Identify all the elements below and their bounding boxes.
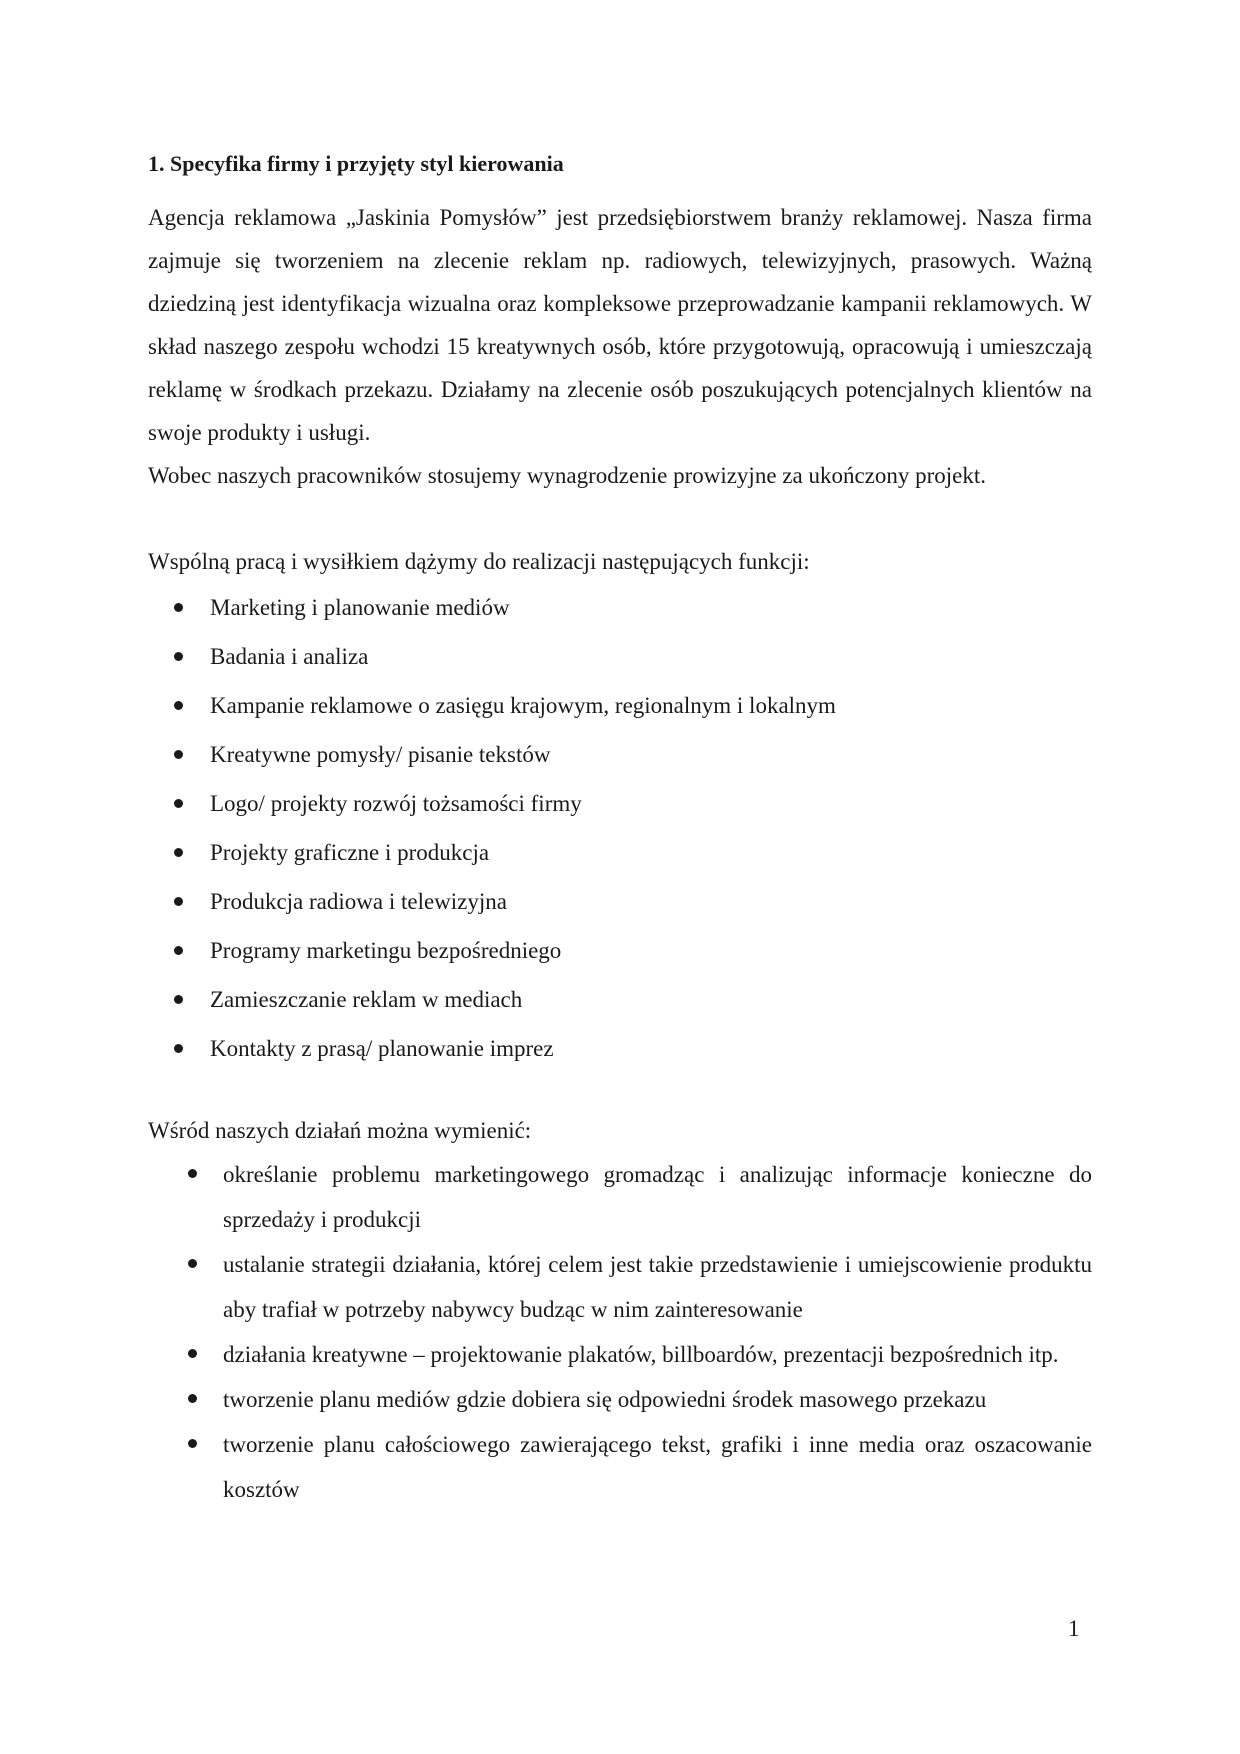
list-item: Projekty graficzne i produkcja [148, 828, 1092, 877]
bullet-icon [174, 897, 183, 906]
list-item: Logo/ projekty rozwój tożsamości firmy [148, 779, 1092, 828]
list-item: Kreatywne pomysły/ pisanie tekstów [148, 730, 1092, 779]
bullet-icon [188, 1439, 197, 1448]
bullet-icon [188, 1259, 197, 1268]
activities-list [148, 1152, 1092, 1512]
functions-intro: Wspólną pracą i wysiłkiem dążymy do realizacji następujących funkcji: [148, 549, 810, 574]
page-number: 1 [1068, 1616, 1080, 1641]
list-item: Marketing i planowanie mediów [148, 583, 1092, 632]
list-item: Kampanie reklamowe o zasięgu krajowym, regionalnym i lokalnym [148, 681, 1092, 730]
list-item: określanie problemu marketingowego gromadząc i analizując informacje konieczne do sprzedaży i produkcji [148, 1152, 1092, 1242]
functions-list [148, 583, 1092, 1073]
salary-line: Wobec naszych pracowników stosujemy wynagrodzenie prowizyjne za ukończony projekt. [148, 463, 987, 488]
bullet-icon [188, 1394, 197, 1403]
bullet-icon [174, 848, 183, 857]
list-item: działania kreatywne – projektowanie plakatów, billboardów, prezentacji bezpośrednich itp. [148, 1332, 1092, 1377]
bullet-icon [174, 750, 183, 759]
bullet-icon [174, 652, 183, 661]
bullet-icon [174, 946, 183, 955]
bullet-icon [174, 603, 183, 612]
bullet-icon [174, 701, 183, 710]
bullet-icon [174, 995, 183, 1004]
list-item: Zamieszczanie reklam w mediach [148, 975, 1092, 1024]
bullet-icon [188, 1349, 197, 1358]
list-item: tworzenie planu mediów gdzie dobiera się odpowiedni środek masowego przekazu [148, 1377, 1092, 1422]
section-heading: 1. Specyfika firmy i przyjęty styl kierowania [148, 151, 564, 176]
bullet-icon [174, 1044, 183, 1053]
intro-paragraph: Agencja reklamowa „Jaskinia Pomysłów” jest przedsiębiorstwem branży reklamowej. Nasza firma zajmuje się tworzeniem na zlecenie reklam np. radiowych, telewizyjnych, prasowych. Ważną dziedziną jest identyfikacja wizualna oraz kompleksowe przeprowadzanie kampanii reklamowych. W skład naszego zespołu wchodzi 15 kreatywnych osób, które przygotowują, opracowują i umieszczają reklamę w środkach przekazu. Działamy na zlecenie osób poszukujących potencjalnych klientów na swoje produkty i usługi. [148, 205, 1092, 445]
document-page [148, 140, 1092, 1512]
activities-intro: Wśród naszych działań można wymienić: [148, 1118, 532, 1143]
list-item: Programy marketingu bezpośredniego [148, 926, 1092, 975]
list-item: Badania i analiza [148, 632, 1092, 681]
list-item: ustalanie strategii działania, której celem jest takie przedstawienie i umiejscowienie produktu aby trafiał w potrzeby nabywcy budząc w nim zainteresowanie [148, 1242, 1092, 1332]
bullet-icon [188, 1169, 197, 1178]
list-item: Produkcja radiowa i telewizyjna [148, 877, 1092, 926]
list-item: tworzenie planu całościowego zawierającego tekst, grafiki i inne media oraz oszacowanie kosztów [148, 1422, 1092, 1512]
bullet-icon [174, 799, 183, 808]
list-item: Kontakty z prasą/ planowanie imprez [148, 1024, 1092, 1073]
